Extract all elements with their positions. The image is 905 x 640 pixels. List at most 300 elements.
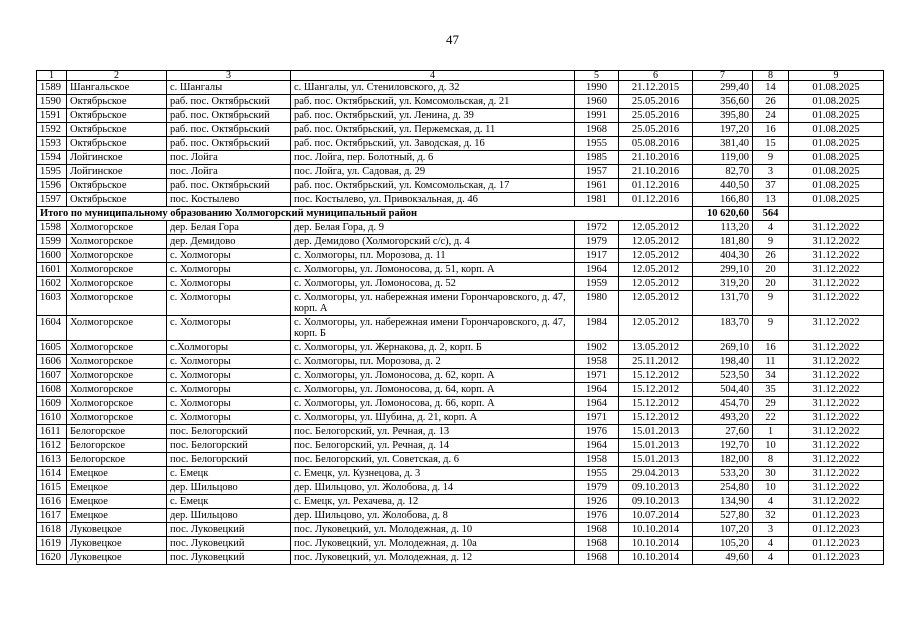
- table-row: [37, 151, 884, 165]
- year-built-cell: 1981: [575, 193, 619, 207]
- inclusion-date-cell: 15.01.2013: [619, 425, 693, 439]
- table-row: [37, 439, 884, 453]
- year-built-cell: 1984: [575, 316, 619, 341]
- row-number-cell: 1611: [37, 425, 67, 439]
- address-cell: пос. Луковецкий, ул. Молодежная, д. 12: [291, 551, 575, 565]
- table-row: [37, 355, 884, 369]
- year-built-cell: 1958: [575, 453, 619, 467]
- address-cell: с. Холмогоры, ул. Ломоносова, д. 52: [291, 277, 575, 291]
- inclusion-date-cell: 10.10.2014: [619, 537, 693, 551]
- address-cell: с. Холмогоры, ул. Ломоносова, д. 66, корп. А: [291, 397, 575, 411]
- table-row: [37, 453, 884, 467]
- table-row: [37, 425, 884, 439]
- relocation-deadline-cell: 31.12.2022: [789, 277, 884, 291]
- row-number-cell: 1599: [37, 235, 67, 249]
- row-number-cell: 1592: [37, 123, 67, 137]
- relocation-deadline-cell: 31.12.2022: [789, 397, 884, 411]
- total-empty-cell: [789, 207, 884, 221]
- settlement-cell: пос. Костылево: [167, 193, 291, 207]
- header-cell: 2: [67, 71, 167, 81]
- row-number-cell: 1593: [37, 137, 67, 151]
- header-cell: 3: [167, 71, 291, 81]
- area-cell: 82,70: [693, 165, 753, 179]
- year-built-cell: 1980: [575, 291, 619, 316]
- relocation-deadline-cell: 31.12.2022: [789, 481, 884, 495]
- year-built-cell: 1955: [575, 467, 619, 481]
- area-cell: 356,60: [693, 95, 753, 109]
- address-cell: раб. пос. Октябрьский, ул. Комсомольская, д. 21: [291, 95, 575, 109]
- table-row: [37, 81, 884, 95]
- residents-cell: 37: [753, 179, 789, 193]
- area-cell: 440,50: [693, 179, 753, 193]
- row-number-cell: 1600: [37, 249, 67, 263]
- address-cell: с. Емецк, ул. Кузнецова, д. 3: [291, 467, 575, 481]
- settlement-cell: с. Холмогоры: [167, 369, 291, 383]
- header-cell: 7: [693, 71, 753, 81]
- row-number-cell: 1603: [37, 291, 67, 316]
- municipality-cell: Холмогорское: [67, 235, 167, 249]
- settlement-cell: дер. Белая Гора: [167, 221, 291, 235]
- row-number-cell: 1619: [37, 537, 67, 551]
- settlement-cell: раб. пос. Октябрьский: [167, 95, 291, 109]
- relocation-deadline-cell: 31.12.2022: [789, 249, 884, 263]
- address-cell: пос. Лойга, пер. Болотный, д. 6: [291, 151, 575, 165]
- address-cell: дер. Шильцово, ул. Жолобова, д. 14: [291, 481, 575, 495]
- municipality-cell: Холмогорское: [67, 249, 167, 263]
- relocation-deadline-cell: 31.12.2022: [789, 221, 884, 235]
- year-built-cell: 1917: [575, 249, 619, 263]
- residents-cell: 9: [753, 316, 789, 341]
- municipality-cell: Емецкое: [67, 467, 167, 481]
- relocation-deadline-cell: 31.12.2022: [789, 439, 884, 453]
- year-built-cell: 1968: [575, 523, 619, 537]
- row-number-cell: 1609: [37, 397, 67, 411]
- municipality-cell: Холмогорское: [67, 291, 167, 316]
- area-cell: 49,60: [693, 551, 753, 565]
- settlement-cell: дер. Шильцово: [167, 509, 291, 523]
- year-built-cell: 1971: [575, 411, 619, 425]
- settlement-cell: пос. Лойга: [167, 151, 291, 165]
- address-cell: пос. Костылево, ул. Привокзальная, д. 46: [291, 193, 575, 207]
- residents-cell: 26: [753, 95, 789, 109]
- row-number-cell: 1591: [37, 109, 67, 123]
- inclusion-date-cell: 15.12.2012: [619, 411, 693, 425]
- relocation-deadline-cell: 01.08.2025: [789, 123, 884, 137]
- relocation-deadline-cell: 31.12.2022: [789, 263, 884, 277]
- residents-cell: 14: [753, 81, 789, 95]
- year-built-cell: 1991: [575, 109, 619, 123]
- year-built-cell: 1972: [575, 221, 619, 235]
- area-cell: 113,20: [693, 221, 753, 235]
- table-row: [37, 277, 884, 291]
- relocation-deadline-cell: 01.08.2025: [789, 179, 884, 193]
- relocation-deadline-cell: 01.12.2023: [789, 537, 884, 551]
- row-number-cell: 1614: [37, 467, 67, 481]
- year-built-cell: 1979: [575, 481, 619, 495]
- inclusion-date-cell: 15.12.2012: [619, 397, 693, 411]
- residents-cell: 32: [753, 509, 789, 523]
- header-cell: 8: [753, 71, 789, 81]
- table-row: [37, 467, 884, 481]
- inclusion-date-cell: 15.01.2013: [619, 439, 693, 453]
- relocation-deadline-cell: 01.12.2023: [789, 551, 884, 565]
- area-cell: 533,20: [693, 467, 753, 481]
- address-cell: с. Холмогоры, ул. Ломоносова, д. 62, корп. А: [291, 369, 575, 383]
- table-row: [37, 137, 884, 151]
- residents-cell: 3: [753, 523, 789, 537]
- residents-cell: 10: [753, 439, 789, 453]
- row-number-cell: 1620: [37, 551, 67, 565]
- row-number-cell: 1612: [37, 439, 67, 453]
- area-cell: 269,10: [693, 341, 753, 355]
- header-cell: 9: [789, 71, 884, 81]
- relocation-deadline-cell: 01.08.2025: [789, 81, 884, 95]
- settlement-cell: с. Холмогоры: [167, 397, 291, 411]
- inclusion-date-cell: 12.05.2012: [619, 316, 693, 341]
- year-built-cell: 1968: [575, 551, 619, 565]
- residents-cell: 29: [753, 397, 789, 411]
- area-cell: 183,70: [693, 316, 753, 341]
- relocation-deadline-cell: 31.12.2022: [789, 425, 884, 439]
- table-row: [37, 193, 884, 207]
- residents-cell: 22: [753, 411, 789, 425]
- header-cell: 4: [291, 71, 575, 81]
- residents-cell: 15: [753, 137, 789, 151]
- settlement-cell: с. Холмогоры: [167, 411, 291, 425]
- year-built-cell: 1990: [575, 81, 619, 95]
- municipality-cell: Холмогорское: [67, 221, 167, 235]
- residents-cell: 34: [753, 369, 789, 383]
- inclusion-date-cell: 29.04.2013: [619, 467, 693, 481]
- municipality-cell: Емецкое: [67, 481, 167, 495]
- settlement-cell: пос. Лойга: [167, 165, 291, 179]
- table-row: [37, 523, 884, 537]
- total-area: 10 620,60: [693, 207, 753, 221]
- table-row: [37, 179, 884, 193]
- relocation-deadline-cell: 31.12.2022: [789, 495, 884, 509]
- settlement-cell: с. Холмогоры: [167, 249, 291, 263]
- residents-cell: 9: [753, 291, 789, 316]
- residents-cell: 16: [753, 123, 789, 137]
- municipality-cell: Луковецкое: [67, 523, 167, 537]
- year-built-cell: 1964: [575, 263, 619, 277]
- area-cell: 107,20: [693, 523, 753, 537]
- settlement-cell: пос. Белогорский: [167, 425, 291, 439]
- table-row: [37, 316, 884, 341]
- inclusion-date-cell: 21.12.2015: [619, 81, 693, 95]
- year-built-cell: 1985: [575, 151, 619, 165]
- residents-cell: 1: [753, 425, 789, 439]
- table-row: [37, 123, 884, 137]
- inclusion-date-cell: 25.05.2016: [619, 123, 693, 137]
- settlement-cell: пос. Луковецкий: [167, 551, 291, 565]
- inclusion-date-cell: 25.11.2012: [619, 355, 693, 369]
- header-cell: 5: [575, 71, 619, 81]
- table-row: [37, 109, 884, 123]
- residents-cell: 35: [753, 383, 789, 397]
- settlement-cell: дер. Шильцово: [167, 481, 291, 495]
- address-cell: раб. пос. Октябрьский, ул. Ленина, д. 39: [291, 109, 575, 123]
- address-cell: дер. Демидово (Холмогорский с/с), д. 4: [291, 235, 575, 249]
- municipality-cell: Октябрьское: [67, 109, 167, 123]
- year-built-cell: 1976: [575, 509, 619, 523]
- area-cell: 299,40: [693, 81, 753, 95]
- municipality-cell: Холмогорское: [67, 341, 167, 355]
- address-cell: с. Холмогоры, ул. Ломоносова, д. 51, корп. А: [291, 263, 575, 277]
- residents-cell: 20: [753, 263, 789, 277]
- address-cell: дер. Шильцово, ул. Жолобова, д. 8: [291, 509, 575, 523]
- table-row: [37, 249, 884, 263]
- table-row: [37, 369, 884, 383]
- address-cell: пос. Лойга, ул. Садовая, д. 29: [291, 165, 575, 179]
- residents-cell: 4: [753, 221, 789, 235]
- year-built-cell: 1958: [575, 355, 619, 369]
- inclusion-date-cell: 05.08.2016: [619, 137, 693, 151]
- row-number-cell: 1604: [37, 316, 67, 341]
- settlement-cell: дер. Демидово: [167, 235, 291, 249]
- residents-cell: 8: [753, 453, 789, 467]
- relocation-deadline-cell: 31.12.2022: [789, 235, 884, 249]
- municipality-cell: Октябрьское: [67, 179, 167, 193]
- relocation-deadline-cell: 31.12.2022: [789, 467, 884, 481]
- municipality-cell: Октябрьское: [67, 95, 167, 109]
- inclusion-date-cell: 12.05.2012: [619, 291, 693, 316]
- settlement-cell: с. Шангалы: [167, 81, 291, 95]
- table-row: [37, 165, 884, 179]
- area-cell: 192,70: [693, 439, 753, 453]
- municipality-cell: Октябрьское: [67, 193, 167, 207]
- relocation-deadline-cell: 01.12.2023: [789, 509, 884, 523]
- row-number-cell: 1598: [37, 221, 67, 235]
- housing-register-table: [36, 70, 884, 565]
- relocation-deadline-cell: 31.12.2022: [789, 383, 884, 397]
- table-row: [37, 95, 884, 109]
- address-cell: с. Шангалы, ул. Стениловского, д. 32: [291, 81, 575, 95]
- address-cell: раб. пос. Октябрьский, ул. Заводская, д. 16: [291, 137, 575, 151]
- residents-cell: 20: [753, 277, 789, 291]
- address-cell: с. Холмогоры, ул. Жернакова, д. 2, корп. Б: [291, 341, 575, 355]
- settlement-cell: с. Холмогоры: [167, 291, 291, 316]
- relocation-deadline-cell: 31.12.2022: [789, 341, 884, 355]
- table-row: [37, 397, 884, 411]
- residents-cell: 9: [753, 151, 789, 165]
- municipality-cell: Холмогорское: [67, 369, 167, 383]
- relocation-deadline-cell: 01.08.2025: [789, 95, 884, 109]
- address-cell: пос. Луковецкий, ул. Молодежная, д. 10а: [291, 537, 575, 551]
- year-built-cell: 1961: [575, 179, 619, 193]
- address-cell: пос. Белогорский, ул. Советская, д. 6: [291, 453, 575, 467]
- year-built-cell: 1960: [575, 95, 619, 109]
- settlement-cell: с. Емецк: [167, 467, 291, 481]
- inclusion-date-cell: 10.10.2014: [619, 523, 693, 537]
- settlement-cell: пос. Белогорский: [167, 453, 291, 467]
- row-number-cell: 1608: [37, 383, 67, 397]
- address-cell: пос. Белогорский, ул. Речная, д. 14: [291, 439, 575, 453]
- year-built-cell: 1902: [575, 341, 619, 355]
- row-number-cell: 1594: [37, 151, 67, 165]
- header-cell: 1: [37, 71, 67, 81]
- area-cell: 134,90: [693, 495, 753, 509]
- relocation-deadline-cell: 31.12.2022: [789, 355, 884, 369]
- municipality-cell: Октябрьское: [67, 137, 167, 151]
- municipality-cell: Емецкое: [67, 495, 167, 509]
- inclusion-date-cell: 21.10.2016: [619, 165, 693, 179]
- inclusion-date-cell: 12.05.2012: [619, 249, 693, 263]
- municipality-cell: Холмогорское: [67, 263, 167, 277]
- address-cell: дер. Белая Гора, д. 9: [291, 221, 575, 235]
- municipality-cell: Холмогорское: [67, 316, 167, 341]
- inclusion-date-cell: 12.05.2012: [619, 263, 693, 277]
- inclusion-date-cell: 01.12.2016: [619, 193, 693, 207]
- inclusion-date-cell: 15.12.2012: [619, 369, 693, 383]
- table-row: [37, 411, 884, 425]
- table-row: [37, 481, 884, 495]
- settlement-cell: с. Холмогоры: [167, 277, 291, 291]
- municipality-cell: Емецкое: [67, 509, 167, 523]
- row-number-cell: 1606: [37, 355, 67, 369]
- area-cell: 254,80: [693, 481, 753, 495]
- row-number-cell: 1613: [37, 453, 67, 467]
- inclusion-date-cell: 12.05.2012: [619, 221, 693, 235]
- municipality-cell: Луковецкое: [67, 551, 167, 565]
- inclusion-date-cell: 09.10.2013: [619, 495, 693, 509]
- municipality-cell: Октябрьское: [67, 123, 167, 137]
- area-cell: 166,80: [693, 193, 753, 207]
- inclusion-date-cell: 09.10.2013: [619, 481, 693, 495]
- address-cell: с. Холмогоры, ул. Ломоносова, д. 64, корп. А: [291, 383, 575, 397]
- year-built-cell: 1957: [575, 165, 619, 179]
- relocation-deadline-cell: 01.08.2025: [789, 193, 884, 207]
- municipality-cell: Лойгинское: [67, 151, 167, 165]
- relocation-deadline-cell: 31.12.2022: [789, 316, 884, 341]
- address-cell: с. Холмогоры, ул. Шубина, д. 21, корп. А: [291, 411, 575, 425]
- inclusion-date-cell: 15.01.2013: [619, 453, 693, 467]
- settlement-cell: с. Холмогоры: [167, 263, 291, 277]
- area-cell: 198,40: [693, 355, 753, 369]
- row-number-cell: 1601: [37, 263, 67, 277]
- residents-cell: 4: [753, 537, 789, 551]
- relocation-deadline-cell: 01.08.2025: [789, 109, 884, 123]
- row-number-cell: 1597: [37, 193, 67, 207]
- table-row: [37, 221, 884, 235]
- area-cell: 504,40: [693, 383, 753, 397]
- settlement-cell: раб. пос. Октябрьский: [167, 123, 291, 137]
- area-cell: 27,60: [693, 425, 753, 439]
- row-number-cell: 1589: [37, 81, 67, 95]
- year-built-cell: 1926: [575, 495, 619, 509]
- inclusion-date-cell: 10.10.2014: [619, 551, 693, 565]
- address-cell: с. Холмогоры, пл. Морозова, д. 2: [291, 355, 575, 369]
- area-cell: 182,00: [693, 453, 753, 467]
- relocation-deadline-cell: 01.12.2023: [789, 523, 884, 537]
- relocation-deadline-cell: 31.12.2022: [789, 411, 884, 425]
- inclusion-date-cell: 13.05.2012: [619, 341, 693, 355]
- area-cell: 181,80: [693, 235, 753, 249]
- municipality-cell: Холмогорское: [67, 411, 167, 425]
- table-row: [37, 537, 884, 551]
- total-count: 564: [753, 207, 789, 221]
- table-row: [37, 263, 884, 277]
- settlement-cell: с. Емецк: [167, 495, 291, 509]
- municipality-cell: Холмогорское: [67, 355, 167, 369]
- inclusion-date-cell: 15.12.2012: [619, 383, 693, 397]
- row-number-cell: 1590: [37, 95, 67, 109]
- year-built-cell: 1955: [575, 137, 619, 151]
- row-number-cell: 1616: [37, 495, 67, 509]
- relocation-deadline-cell: 01.08.2025: [789, 137, 884, 151]
- row-number-cell: 1610: [37, 411, 67, 425]
- inclusion-date-cell: 25.05.2016: [619, 109, 693, 123]
- settlement-cell: раб. пос. Октябрьский: [167, 179, 291, 193]
- area-cell: 119,00: [693, 151, 753, 165]
- residents-cell: 4: [753, 495, 789, 509]
- year-built-cell: 1964: [575, 383, 619, 397]
- year-built-cell: 1959: [575, 277, 619, 291]
- inclusion-date-cell: 10.07.2014: [619, 509, 693, 523]
- residents-cell: 4: [753, 551, 789, 565]
- inclusion-date-cell: 12.05.2012: [619, 235, 693, 249]
- row-number-cell: 1607: [37, 369, 67, 383]
- area-cell: 493,20: [693, 411, 753, 425]
- row-number-cell: 1602: [37, 277, 67, 291]
- inclusion-date-cell: 12.05.2012: [619, 277, 693, 291]
- area-cell: 404,30: [693, 249, 753, 263]
- row-number-cell: 1615: [37, 481, 67, 495]
- municipality-cell: Холмогорское: [67, 277, 167, 291]
- area-cell: 454,70: [693, 397, 753, 411]
- residents-cell: 30: [753, 467, 789, 481]
- settlement-cell: с. Холмогоры: [167, 316, 291, 341]
- municipality-cell: Белогорское: [67, 439, 167, 453]
- residents-cell: 10: [753, 481, 789, 495]
- residents-cell: 16: [753, 341, 789, 355]
- column-number-header-row: [37, 71, 884, 81]
- relocation-deadline-cell: 31.12.2022: [789, 291, 884, 316]
- settlement-cell: с. Холмогоры: [167, 355, 291, 369]
- address-cell: с. Холмогоры, ул. набережная имени Горончаровского, д. 47, корп. А: [291, 291, 575, 316]
- row-number-cell: 1618: [37, 523, 67, 537]
- settlement-cell: раб. пос. Октябрьский: [167, 109, 291, 123]
- address-cell: раб. пос. Октябрьский, ул. Пержемская, д. 11: [291, 123, 575, 137]
- relocation-deadline-cell: 31.12.2022: [789, 453, 884, 467]
- year-built-cell: 1979: [575, 235, 619, 249]
- inclusion-date-cell: 01.12.2016: [619, 179, 693, 193]
- settlement-cell: с.Холмогоры: [167, 341, 291, 355]
- relocation-deadline-cell: 31.12.2022: [789, 369, 884, 383]
- municipality-cell: Белогорское: [67, 425, 167, 439]
- row-number-cell: 1596: [37, 179, 67, 193]
- table-row: [37, 341, 884, 355]
- area-cell: 131,70: [693, 291, 753, 316]
- relocation-deadline-cell: 01.08.2025: [789, 165, 884, 179]
- settlement-cell: с. Холмогоры: [167, 383, 291, 397]
- year-built-cell: 1968: [575, 123, 619, 137]
- row-number-cell: 1617: [37, 509, 67, 523]
- residents-cell: 13: [753, 193, 789, 207]
- area-cell: 105,20: [693, 537, 753, 551]
- area-cell: 381,40: [693, 137, 753, 151]
- municipality-cell: Луковецкое: [67, 537, 167, 551]
- row-number-cell: 1595: [37, 165, 67, 179]
- table-row: [37, 291, 884, 316]
- residents-cell: 3: [753, 165, 789, 179]
- total-label: Итого по муниципальному образованию Холмогорский муниципальный район: [37, 207, 693, 221]
- address-cell: с. Холмогоры, пл. Морозова, д. 11: [291, 249, 575, 263]
- address-cell: пос. Белогорский, ул. Речная, д. 13: [291, 425, 575, 439]
- table-row: [37, 235, 884, 249]
- year-built-cell: 1964: [575, 439, 619, 453]
- municipality-cell: Белогорское: [67, 453, 167, 467]
